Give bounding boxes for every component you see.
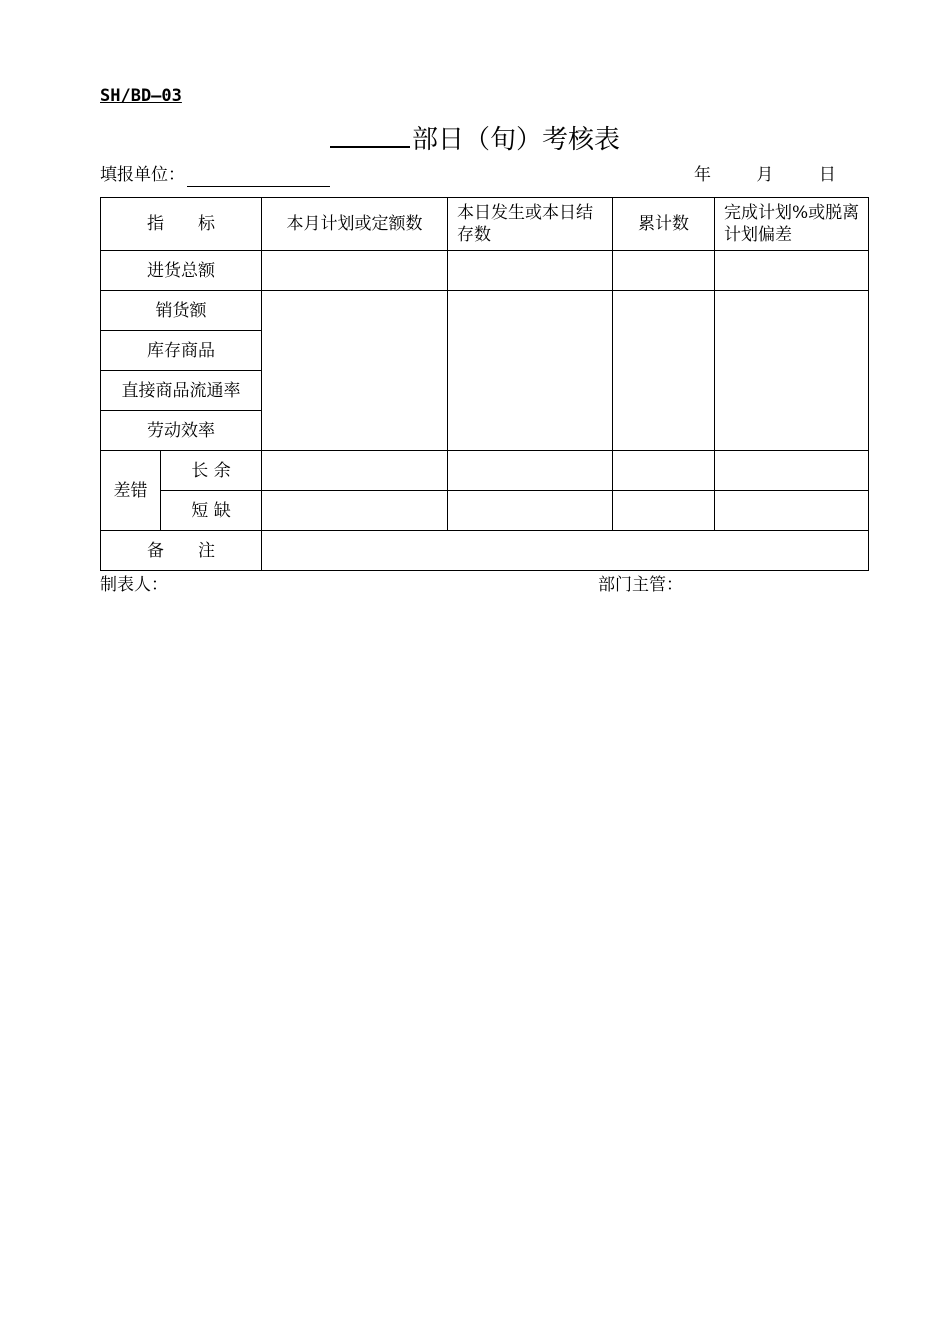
cell-shortage-cumulative[interactable] xyxy=(613,491,715,531)
cell-surplus-completion[interactable] xyxy=(715,451,869,491)
date-fields xyxy=(694,163,836,187)
row-label-error-group: 差错 xyxy=(101,451,161,531)
table-header-row xyxy=(101,198,869,251)
cell-shortage-completion[interactable] xyxy=(715,491,869,531)
cell-shortage-monthly[interactable] xyxy=(262,491,448,531)
supervisor-label: 部门主管： xyxy=(598,575,683,595)
department-name-blank[interactable] xyxy=(330,118,410,148)
cell-shortage-daily[interactable] xyxy=(448,491,613,531)
cell-surplus-monthly[interactable] xyxy=(262,451,448,491)
row-label-sales: 销货额 xyxy=(101,291,262,331)
cell-surplus-cumulative[interactable] xyxy=(613,451,715,491)
header-monthly-plan: 本月计划或定额数 xyxy=(262,198,448,251)
row-label-remarks: 备 注 xyxy=(101,531,262,571)
cell-purchase-cumulative[interactable] xyxy=(613,251,715,291)
preparer-label: 制表人： xyxy=(100,575,168,595)
fill-unit-blank[interactable] xyxy=(187,166,330,187)
header-completion: 完成计划%或脱离计划偏差 xyxy=(715,198,869,251)
date-day-label: 日 xyxy=(818,165,836,185)
row-label-labor-efficiency: 劳动效率 xyxy=(101,411,262,451)
fill-unit xyxy=(100,163,330,187)
cell-purchase-monthly[interactable] xyxy=(262,251,448,291)
row-label-direct-circulation: 直接商品流通率 xyxy=(101,371,262,411)
cell-merged-completion[interactable] xyxy=(715,291,869,451)
row-label-purchase-total: 进货总额 xyxy=(101,251,262,291)
cell-surplus-daily[interactable] xyxy=(448,451,613,491)
header-indicator: 指 标 xyxy=(101,198,262,251)
date-year-label: 年 xyxy=(694,165,711,185)
fill-unit-label: 填报单位： xyxy=(100,165,185,185)
table-row xyxy=(101,531,869,571)
cell-merged-cumulative[interactable] xyxy=(613,291,715,451)
table-row xyxy=(101,251,869,291)
row-label-surplus: 长 余 xyxy=(161,451,262,491)
meta-row xyxy=(100,163,868,187)
document-code: SH/BD—03 xyxy=(100,86,182,106)
header-daily: 本日发生或本日结存数 xyxy=(448,198,613,251)
cell-purchase-completion[interactable] xyxy=(715,251,869,291)
cell-remarks[interactable] xyxy=(262,531,869,571)
cell-merged-daily[interactable] xyxy=(448,291,613,451)
header-cumulative: 累计数 xyxy=(613,198,715,251)
table-row xyxy=(101,291,869,331)
cell-merged-monthly[interactable] xyxy=(262,291,448,451)
title-row xyxy=(0,118,950,158)
date-month-label: 月 xyxy=(756,165,774,185)
table-row xyxy=(101,451,869,491)
page-title: 部日（旬）考核表 xyxy=(411,125,620,155)
table-row xyxy=(101,491,869,531)
assessment-table xyxy=(100,197,869,571)
row-label-shortage: 短 缺 xyxy=(161,491,262,531)
cell-purchase-daily[interactable] xyxy=(448,251,613,291)
row-label-inventory: 库存商品 xyxy=(101,331,262,371)
